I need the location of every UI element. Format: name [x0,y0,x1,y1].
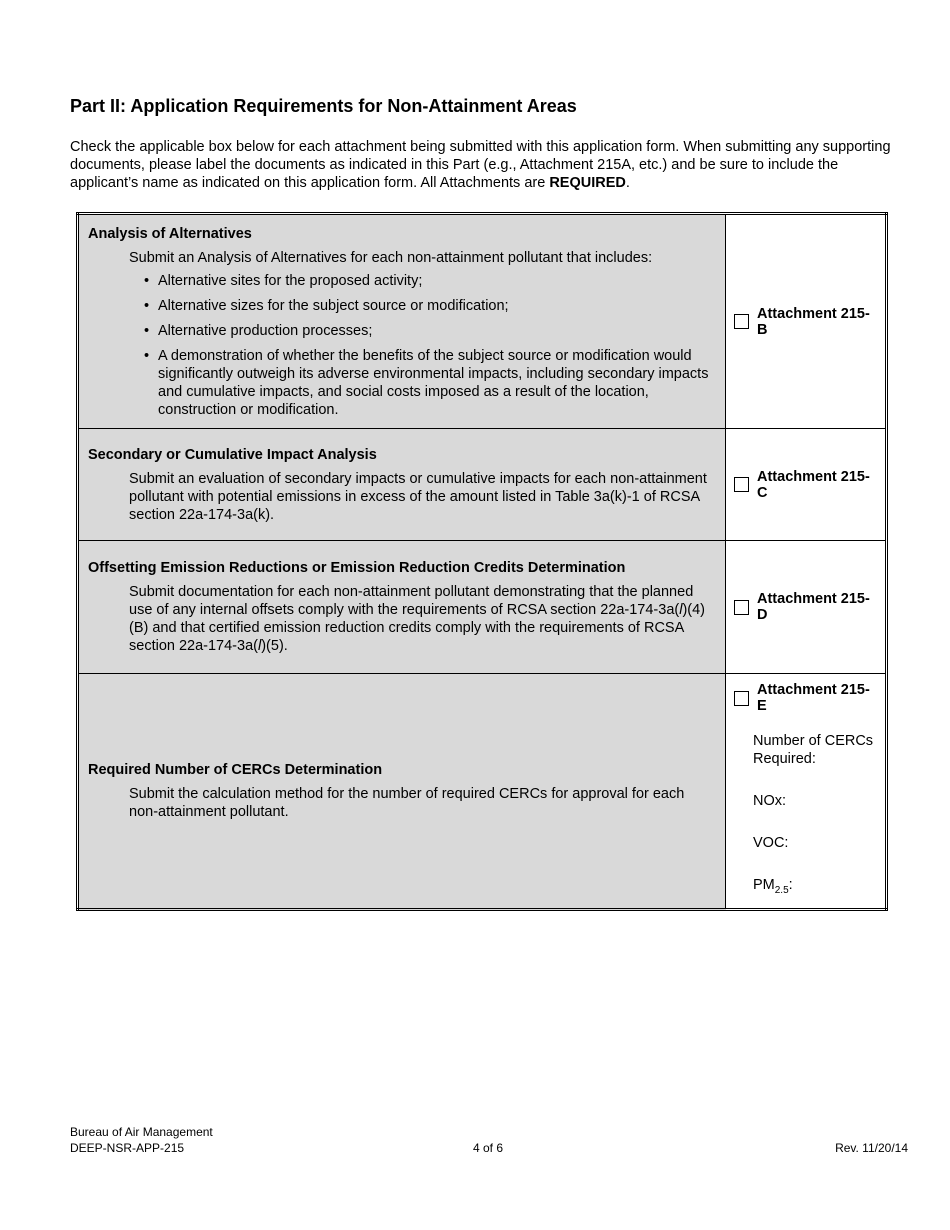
pm25-field[interactable] [753,876,877,900]
attachment-215-e [734,682,877,714]
bullet-icon: • [144,322,150,339]
italic-l: l [679,602,683,618]
cercs-fields [753,732,877,900]
required-emphasis: REQUIRED [549,175,626,191]
pm-subscript: 2.5 [774,884,789,896]
bullet-icon: • [144,347,150,364]
attachment-215-c-checkbox[interactable] [734,477,749,492]
pm-label: PM [753,877,775,893]
pm-colon: : [788,877,793,893]
attachment-215-d-checkbox[interactable] [734,600,749,615]
section-description [78,214,726,429]
section-body-text: Submit documentation for each non-attainment pollutant demonstrating that the planned use of any internal offsets comply with the requirements of RCSA section 22a-174-3a( [129,584,694,618]
footer-form-id: DEEP-NSR-APP-215 [70,1141,185,1155]
instructions-end: . [625,175,630,191]
list-item-text: Alternative production processes; [158,322,373,339]
footer-org: Bureau of Air Management [70,1125,213,1139]
list-item-text: A demonstration of whether the benefits of the subject source or modification would significantly outweigh its adverse environmental impacts, including secondary impacts and cumulative impacts, and social costs imposed as a result of the location, construction or modification. [158,347,709,418]
attachment-215-b [734,306,877,338]
table-row-cercs [78,674,887,910]
section-body-text: )(4)(B) and that certified emission reduction credits comply with the requirements of RCSA section 22a-174-3a( [129,602,706,654]
attachment-215-d [734,591,877,623]
table-row-offsetting-emission [78,541,887,674]
list-item [140,322,717,340]
nox-field[interactable]: NOx: [753,793,787,809]
bullet-icon: • [144,272,150,289]
attachment-label: Attachment 215-B [757,305,870,338]
attachment-cell [726,674,887,910]
section-title: Required Number of CERCs Determination [88,762,383,778]
section-description [78,429,726,541]
instructions-paragraph [70,138,900,192]
bullet-list [140,272,717,419]
section-title: Secondary or Cumulative Impact Analysis [88,446,377,463]
section-body: Submit an Analysis of Alternatives for each non-attainment pollutant that includes: [129,249,653,266]
section-body-text: )(5). [261,638,288,654]
section-title: Offsetting Emission Reductions or Emission Reduction Credits Determination [88,560,626,576]
section-description [78,541,726,674]
attachment-215-c [734,469,877,501]
footer-left [70,1124,213,1156]
instructions-text: Check the applicable box below for each attachment being submitted with this application form. When submitting any supporting documents, please label the documents as indicated in this Part (e.g., Attachment 215A, etc.) and be sure to include the applicant’s name as indicated on this application form. All Attachments are [70,139,891,191]
section-body: Submit the calculation method for the number of required CERCs for approval for each non-attainment pollutant. [129,786,685,820]
section-body [129,583,717,655]
attachment-cell [726,429,887,541]
footer-page-number: 4 of 6 [473,1141,504,1155]
attachment-215-b-checkbox[interactable] [734,314,749,329]
attachment-cell [726,214,887,429]
section-description [78,674,726,910]
section-body: Submit an evaluation of secondary impacts or cumulative impacts for each non-attainment pollutant with potential emissions in excess of the amount listed in Table 3a(k)-1 of RCSA section 22a-174-3a(k). [129,470,707,523]
list-item [140,272,717,290]
attachment-215-e-checkbox[interactable] [734,691,749,706]
italic-l: l [257,638,262,654]
voc-field[interactable]: VOC: [753,835,789,851]
list-item-text: Alternative sites for the proposed activity; [158,272,423,289]
footer-revision: Rev. 11/20/14 [835,1141,908,1155]
table-row-analysis-of-alternatives [78,214,887,429]
list-item [140,347,717,419]
attachment-label: Attachment 215-C [757,468,870,501]
attachment-label: Attachment 215-D [757,591,870,623]
list-item [140,297,717,315]
attachment-cell [726,541,887,674]
page-title: Part II: Application Requirements for Non-Attainment Areas [70,96,577,116]
attachment-label: Attachment 215-E [757,682,870,714]
list-item-text: Alternative sizes for the subject source or modification; [158,297,509,314]
bullet-icon: • [144,297,150,314]
section-title: Analysis of Alternatives [88,225,252,242]
table-row-secondary-impact [78,429,887,541]
cercs-required-label: Number of CERCs Required: [753,733,874,767]
attachments-table [76,212,888,911]
